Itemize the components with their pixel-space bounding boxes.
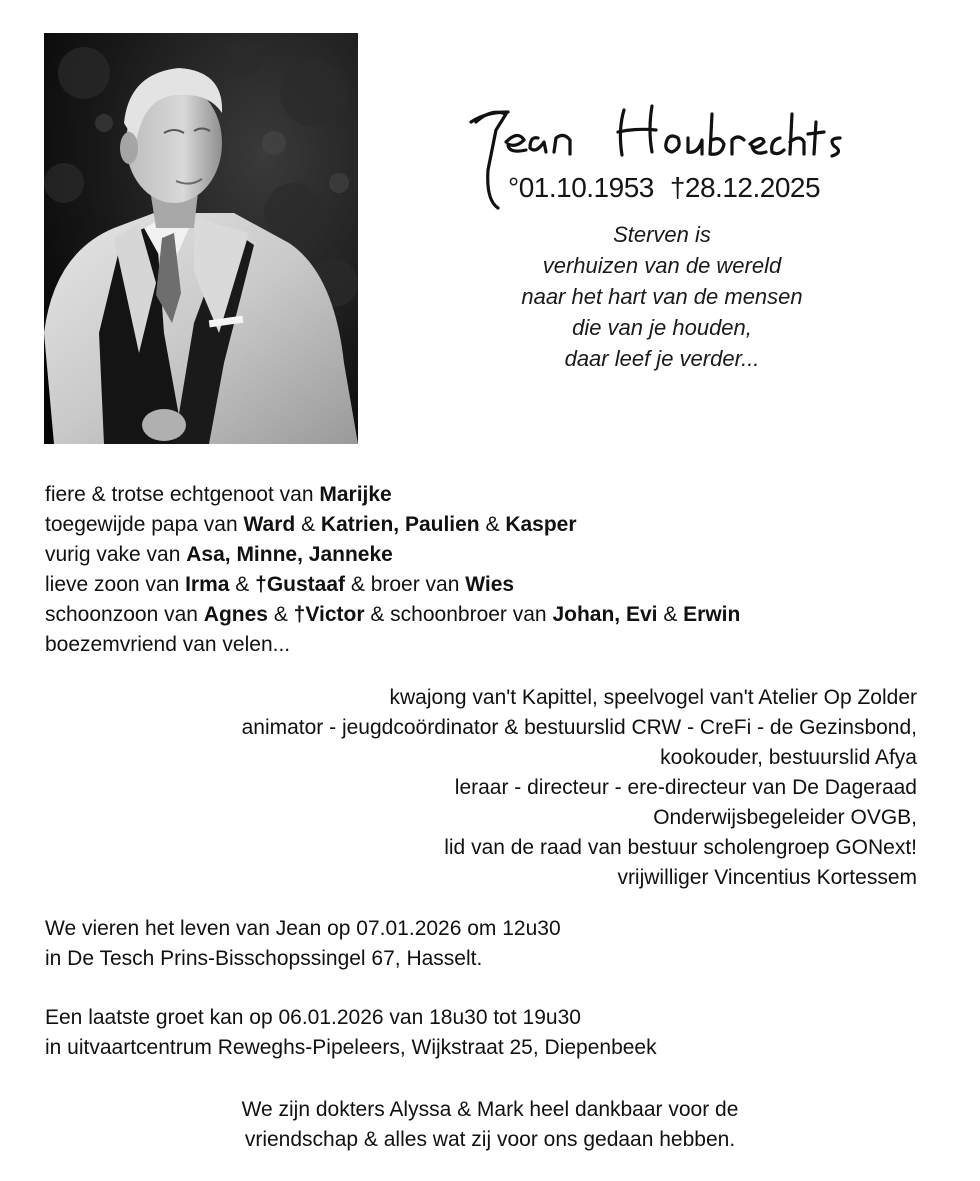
family-name: Agnes <box>203 603 268 626</box>
ceremony-line: We vieren het leven van Jean op 07.01.2026 om 12u30 <box>45 917 561 940</box>
family-text: & <box>267 603 294 626</box>
quote-line: daar leef je verder... <box>564 346 760 371</box>
family-text: lieve zoon van <box>45 573 186 596</box>
death-date: †28.12.2025 <box>669 172 821 203</box>
quote-line: die van je houden, <box>572 315 752 340</box>
family-section <box>45 480 740 660</box>
family-line-spouse <box>45 480 740 510</box>
ceremony-line: in De Tesch Prins-Bisschopssingel 67, Hasselt. <box>45 947 483 970</box>
family-text: & <box>229 573 256 596</box>
family-name: Johan, Evi <box>552 603 658 626</box>
family-line-grandchildren <box>45 540 740 570</box>
family-name: Erwin <box>683 603 741 626</box>
family-text: toegewijde papa van <box>45 513 244 536</box>
thanks-note <box>185 1095 795 1155</box>
memorial-quote <box>470 219 854 374</box>
farewell-line: in uitvaartcentrum Reweghs-Pipeleers, Wijkstraat 25, Diepenbeek <box>45 1036 657 1059</box>
family-name: Irma <box>185 573 230 596</box>
family-name: †Victor <box>293 603 365 626</box>
role-line: animator - jeugdcoördinator & bestuurslid CRW - CreFi - de Gezinsbond, <box>241 716 917 739</box>
family-text: & <box>295 513 321 536</box>
quote-line: verhuizen van de wereld <box>542 253 782 278</box>
portrait-photo <box>44 33 358 444</box>
family-name: Asa, Minne, Janneke <box>186 543 393 566</box>
ceremony-info <box>45 914 561 974</box>
role-line: kookouder, bestuurslid Afya <box>660 746 917 769</box>
role-line: Onderwijsbegeleider OVGB, <box>653 806 917 829</box>
family-text: vurig vake van <box>45 543 187 566</box>
farewell-line: Een laatste groet kan op 06.01.2026 van 18u30 tot 19u30 <box>45 1006 581 1029</box>
family-name: Kasper <box>505 513 577 536</box>
roles-section <box>242 683 917 893</box>
family-text: & <box>657 603 684 626</box>
family-text: & broer van <box>345 573 466 596</box>
family-line-friends <box>45 630 740 660</box>
quote-line: naar het hart van de mensen <box>521 284 803 309</box>
role-line: lid van de raad van bestuur scholengroep GONext! <box>444 836 917 859</box>
family-text: & <box>479 513 506 536</box>
family-line-children <box>45 510 740 540</box>
birth-date: °01.10.1953 <box>508 172 654 203</box>
thanks-line: vriendschap & alles wat zij voor ons gedaan hebben. <box>244 1128 736 1151</box>
family-name: Ward <box>243 513 296 536</box>
family-text: schoonzoon van <box>45 603 204 626</box>
farewell-info <box>45 1003 657 1063</box>
thanks-line: We zijn dokters Alyssa & Mark heel dankbaar voor de <box>241 1098 739 1121</box>
role-line: leraar - directeur - ere-directeur van De Dageraad <box>454 776 917 799</box>
family-name: Wies <box>465 573 515 596</box>
family-name: †Gustaaf <box>255 573 346 596</box>
family-text: & schoonbroer van <box>364 603 553 626</box>
family-line-parents <box>45 570 740 600</box>
family-line-in-laws <box>45 600 740 630</box>
role-line: kwajong van't Kapittel, speelvogel van't Atelier Op Zolder <box>389 686 917 709</box>
family-text: boezemvriend van velen... <box>45 633 291 656</box>
family-name: Katrien, Paulien <box>320 513 480 536</box>
family-name: Marijke <box>319 483 392 506</box>
quote-line: Sterven is <box>613 222 711 247</box>
role-line: vrijwilliger Vincentius Kortessem <box>617 866 917 889</box>
life-dates <box>508 172 820 204</box>
family-text: fiere & trotse echtgenoot van <box>45 483 320 506</box>
